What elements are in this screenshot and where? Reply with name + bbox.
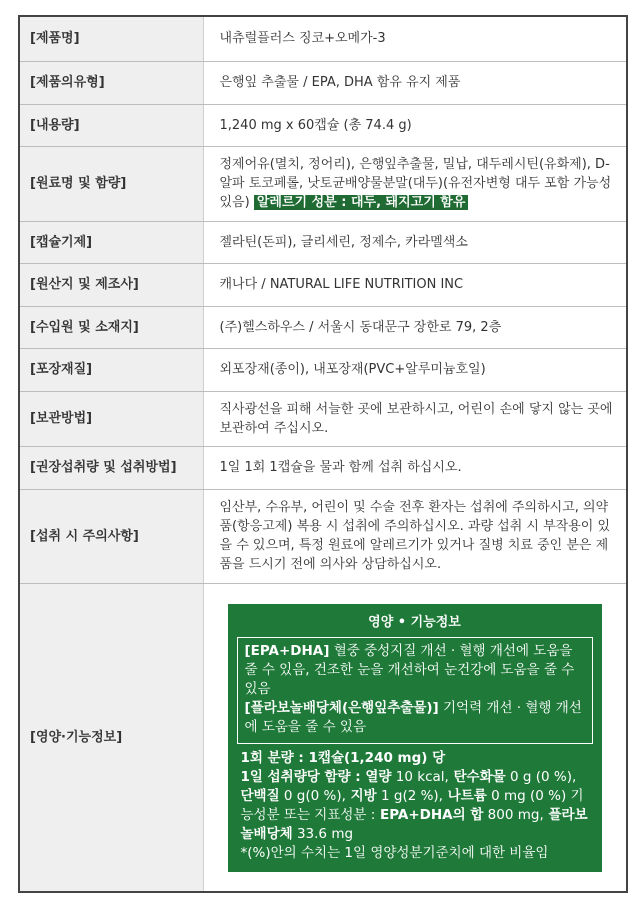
table-row — [20, 583, 626, 891]
protein-value: 0 g(0 %), — [279, 788, 346, 805]
row-value: 직사광선을 피해 서늘한 곳에 보관하시고, 어린이 손에 닿지 않는 곳에 보관하여 주십시오. — [203, 391, 626, 446]
row-value: 외포장재(종이), 내포장재(PVC+알루미늄호일) — [203, 348, 626, 391]
func2-head: [플라보놀배당체(은행잎추출물)] — [244, 700, 439, 717]
row-label: [내용량] — [20, 104, 203, 146]
row-label: [수입원 및 소재지] — [20, 306, 203, 348]
allergy-highlight: 알레르기 성분 : 대두, 돼지고기 함유 — [254, 195, 469, 210]
nutrition-facts — [237, 749, 593, 863]
table-row — [20, 263, 626, 306]
row-label: [원료명 및 함량] — [20, 146, 203, 221]
nutrition-panel — [228, 604, 602, 872]
daily-head: 1일 섭취량당 함량 : — [240, 769, 361, 786]
kcal-label: 열량 — [360, 769, 392, 786]
row-label: [제품명] — [20, 17, 203, 61]
sodium-label: 나트륨 — [442, 788, 487, 805]
protein-label: 단백질 — [240, 788, 280, 805]
table-row — [20, 104, 626, 146]
product-info-table — [20, 17, 626, 891]
row-value: 1,240 mg x 60캡슐 (총 74.4 g) — [203, 104, 626, 146]
row-label: [원산지 및 제조사] — [20, 263, 203, 306]
table-row — [20, 446, 626, 489]
table-row — [20, 348, 626, 391]
row-value — [203, 583, 626, 891]
carb-label: 탄수화물 — [448, 769, 506, 786]
flav-value: 33.6 mg — [292, 826, 354, 843]
table-row — [20, 61, 626, 104]
row-label: [권장섭취량 및 섭취방법] — [20, 446, 203, 489]
function-box — [237, 637, 593, 744]
serving-size: 1회 분량 : 1캡슐(1,240 mg) 당 — [240, 750, 446, 767]
func2-text: 기억력 개선 · 혈행 개선에 도움을 줄 수 있음 — [244, 700, 582, 736]
row-value: (주)헬스하우스 / 서울시 동대문구 장한로 79, 2층 — [203, 306, 626, 348]
table-row — [20, 146, 626, 221]
row-label: [포장재질] — [20, 348, 203, 391]
func1-text: 혈중 중성지질 개선 · 혈행 개선에 도움을 줄 수 있음, 건조한 눈을 개선하여 눈건강에 도움을 줄 수 있음 — [244, 643, 575, 698]
epa-value: 800 mg, — [483, 807, 544, 824]
row-value: 임산부, 수유부, 어린이 및 수술 전후 환자는 섭취에 주의하시고, 의약품(항응고제) 복용 시 섭취에 주의하십시오. 과량 섭취 시 부작용이 있을 수 있으며, 특정 원료에 알레르기가 있거나 질병 치료 중인 분은 제품을 드시기 전에 의사와 상담하십시오. — [203, 489, 626, 583]
table-row — [20, 489, 626, 583]
footnote: *(%)안의 수치는 1일 영양성분기준치에 대한 비율임 — [240, 845, 549, 862]
fat-label: 지방 — [345, 788, 377, 805]
row-label: [보관방법] — [20, 391, 203, 446]
fat-value: 1 g(2 %), — [376, 788, 443, 805]
sodium-value: 0 mg (0 %) — [486, 788, 567, 805]
carb-value: 0 g (0 %), — [505, 769, 577, 786]
row-label: [제품의유형] — [20, 61, 203, 104]
row-value: 1일 1회 1캡슐을 물과 함께 섭취 하십시오. — [203, 446, 626, 489]
ingredients-text: 정제어유(멸치, 정어리), 은행잎추출물, 밀납, 대두레시틴(유화제), D-알파 토코페롤, 낫토균배양물분말(대두)(유전자변형 대두 포함 가능성 있음) — [219, 157, 612, 210]
table-row — [20, 221, 626, 263]
table-row — [20, 17, 626, 61]
func1-head: [EPA+DHA] — [244, 643, 330, 660]
row-label: [캡슐기제] — [20, 221, 203, 263]
row-value — [203, 146, 626, 221]
kcal-value: 10 kcal, — [391, 769, 449, 786]
nutrition-title: 영양 • 기능정보 — [368, 615, 461, 631]
row-label: [섭취 시 주의사항] — [20, 489, 203, 583]
row-value: 캐나다 / NATURAL LIFE NUTRITION INC — [203, 263, 626, 306]
flav-label: 플라보놀배당체 — [240, 807, 588, 843]
row-value: 은행잎 추출물 / EPA, DHA 함유 유지 제품 — [203, 61, 626, 104]
row-value: 젤라틴(돈피), 글리세린, 정제수, 카라멜색소 — [203, 221, 626, 263]
table-row — [20, 306, 626, 348]
epa-label: EPA+DHA의 합 — [375, 807, 484, 824]
indicator-text: 기능성분 또는 지표성분 : — [240, 788, 584, 824]
product-info-sheet — [18, 15, 628, 893]
row-value: 내츄럴플러스 징코+오메가-3 — [203, 17, 626, 61]
row-label: [영양·기능정보] — [20, 583, 203, 891]
table-row — [20, 391, 626, 446]
